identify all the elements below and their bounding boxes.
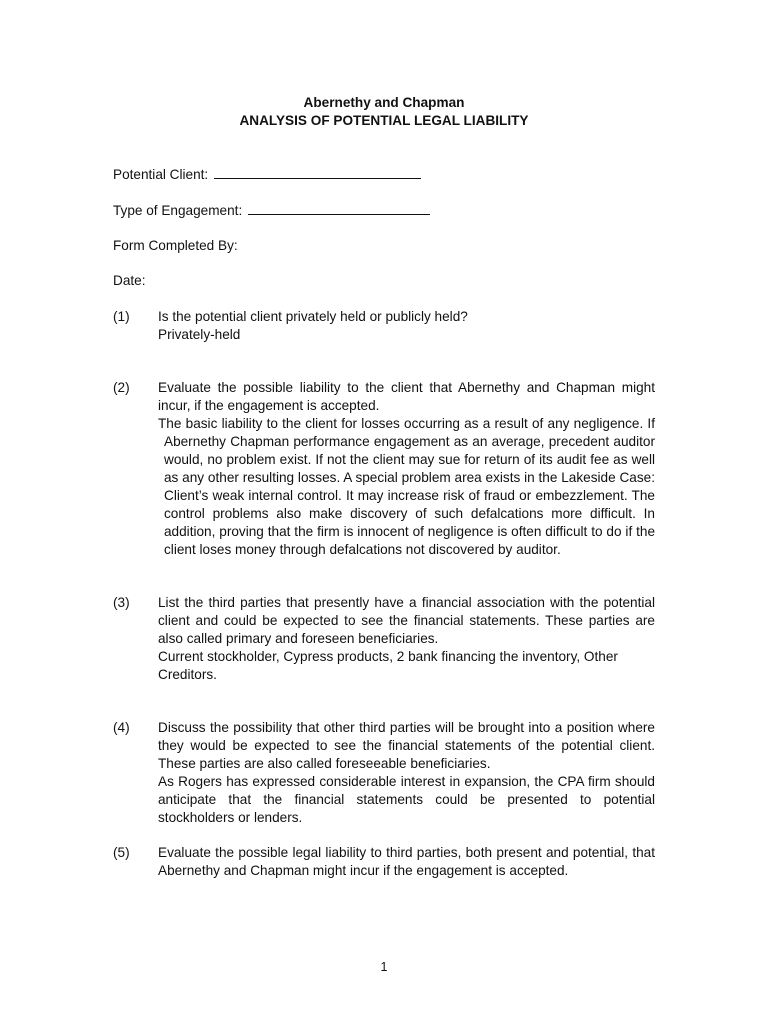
question-item-3 <box>113 594 655 684</box>
engagement-type-field <box>113 201 430 220</box>
potential-client-label: Potential Client: <box>113 167 209 182</box>
form-completed-by-field <box>113 237 238 255</box>
question-item-4 <box>113 719 655 827</box>
firm-name: Abernethy and Chapman <box>303 95 465 110</box>
question-text: Discuss the possibility that other third parties will be brought into a position where they would be expected to see the financial statements of the potential client. These parties are also called foreseeable beneficiaries. <box>158 720 655 771</box>
question-item-2 <box>113 379 655 559</box>
engagement-type-blank[interactable] <box>248 201 430 215</box>
question-item-5 <box>113 844 655 880</box>
date-field <box>113 272 146 290</box>
answer-text: Privately-held <box>158 327 241 342</box>
question-item-1 <box>113 308 655 344</box>
question-text: Evaluate the possible liability to the client that Abernethy and Chapman might incur, if the engagement is accepted. <box>158 380 655 413</box>
potential-client-field <box>113 165 421 184</box>
item-number: (1) <box>113 309 130 324</box>
date-label: Date: <box>113 273 146 288</box>
form-completed-by-label: Form Completed By: <box>113 238 238 253</box>
question-text: Evaluate the possible legal liability to third parties, both present and potential, that Abernethy and Chapman might incur if the engagement is accepted. <box>158 845 655 878</box>
answer-text: As Rogers has expressed considerable interest in expansion, the CPA firm should anticipate that the financial statements could be presented to potential stockholders or lenders. <box>158 774 655 825</box>
question-text: List the third parties that presently have a financial association with the potential client and could be expected to see the financial statements. These parties are also called primary and foreseen beneficiaries. <box>158 595 655 646</box>
item-number: (2) <box>113 380 130 395</box>
item-number: (4) <box>113 720 130 735</box>
item-number: (3) <box>113 595 130 610</box>
potential-client-blank[interactable] <box>214 165 421 179</box>
answer-text: Current stockholder, Cypress products, 2 bank financing the inventory, Other Creditors. <box>158 649 618 682</box>
engagement-type-label: Type of Engagement: <box>113 203 243 218</box>
document-title: ANALYSIS OF POTENTIAL LEGAL LIABILITY <box>239 113 529 128</box>
page-number: 1 <box>380 960 388 974</box>
answer-text: The basic liability to the client for losses occurring as a result of any negligence. If Abernethy Chapman performance engagement as an average, precedent auditor would, no problem exist. If not the client may sue for return of its audit fee as well as any other resulting losses. A special problem area exists in the Lakeside Case: Client’s weak internal control. It may increase risk of fraud or embezzlement. The control problems also make discovery of such defalcations more difficult. In addition, proving that the firm is innocent of negligence is often difficult to do if the client loses money through defalcations not discovered by auditor. <box>158 416 655 557</box>
question-text: Is the potential client privately held or publicly held? <box>158 309 468 324</box>
item-number: (5) <box>113 845 130 860</box>
